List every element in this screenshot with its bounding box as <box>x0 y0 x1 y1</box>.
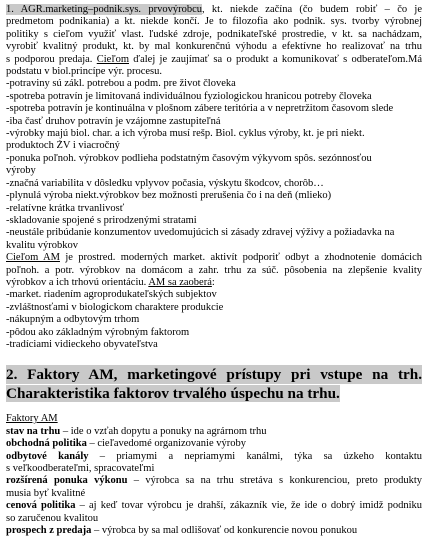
definition: – výrobca sa na trhu stretáva s konkurenciou, preto produkty <box>127 475 422 487</box>
definition: – ide o vzťah dopytu a ponuky na agrárnom trhu <box>60 425 267 437</box>
definition: – aj keď tovar výrobcu je drahší, zákazník vie, že ide o dobrý imidž podniku <box>75 500 422 512</box>
text-span: ďalej je zaujímať sa o produkt a komunikovať s odberateľom.Má <box>129 53 422 65</box>
term: prospech z predaja <box>6 525 92 537</box>
text-span: : <box>211 276 215 288</box>
definition-line <box>6 451 422 463</box>
section-heading-line2 <box>6 384 422 403</box>
definition-continuation: s veľkoodberateľmi, spracovateľmi <box>6 463 155 474</box>
list-item: -zvláštnosťami v biologickom charaktere produkcie <box>6 301 224 313</box>
subsection-title <box>6 413 422 425</box>
definition-line <box>6 500 422 512</box>
list-item: -nákupným a odbytovým trhom <box>6 314 140 326</box>
list-item: -skladovanie spojené s prirodzenými stratami <box>6 214 197 226</box>
section-heading: 2. Faktory AM, marketingové prístupy pri vstupe na trh. <box>6 366 422 384</box>
term: cenová politika <box>6 500 76 512</box>
list-item: -výrobky majú biol. char. a ich výroba musí rešp. Biol. cyklus výroby, kt. je pri niekt. <box>6 128 365 140</box>
list-item: -spotreba potravín je kontinuálna v plošnom zábere teritória a v nepretržitom časovom slede <box>6 103 394 115</box>
text-line: vyrobiť kvalitný produkt, kt. by mal konkurenčnú výhodu a efektívne ho realizovať na trhu <box>6 41 422 53</box>
subsection-title-text: Faktory AM <box>6 413 58 425</box>
list-item: -spotreba potravín je limitovaná individuálnou fyziologickou hranicou potreby človeka <box>6 90 372 102</box>
text-line: politiky s cieľom využiť vlast. ľudské zdroje, podnikateľské prostredie, v kt. sa nachádzam, <box>6 28 422 40</box>
term: odbytové kanály <box>6 450 89 462</box>
list-item: -potraviny sú zákl. potrebou a podm. pre život človeka <box>6 78 236 90</box>
list-item: -tradíciami vidieckeho obyvateľstva <box>6 338 158 350</box>
text-line <box>6 54 422 66</box>
definition: – cieľavedomé organizovanie výroby <box>86 438 247 450</box>
text-line: podstatu v biol.princípe výr. procesu. <box>6 66 163 78</box>
list-item: -značná variabilita v dôsledku vplyvov počasia, výskytu škodcov, chorôb… <box>6 177 324 189</box>
text-span: výrobkov a ich trhovú orientáciu. <box>6 276 149 288</box>
text-line: poľnoh. a potr. výrobkov na domácom a zahr. trhu za súč. pôsobenia na zlepšenie kvality <box>6 264 422 276</box>
text-line <box>6 4 422 16</box>
underlined-term: AM sa zaoberá <box>148 276 212 288</box>
term: obchodná politika <box>6 438 87 450</box>
text-span: , kt. niekde začína (čo budem robiť – čo je <box>202 4 422 15</box>
list-item: -pôdou ako základným výrobným faktorom <box>6 326 190 338</box>
definition-line <box>6 438 422 450</box>
list-item: -relatívne krátka trvanlivosť <box>6 202 125 214</box>
definition-line <box>6 426 422 438</box>
heading-text: Charakteristika faktorov trvalého úspechu na trhu. <box>6 385 340 403</box>
underlined-term: Cieľom <box>96 53 129 65</box>
definition-continuation: musia byť kvalitné <box>6 487 86 499</box>
text-line <box>6 277 422 289</box>
definition: – priamymi a nepriamymi kanálmi, týka sa úzkeho kontaktu <box>88 450 422 462</box>
list-item-continuation: výroby <box>6 165 36 177</box>
definition: – výrobca by sa mal odlišovať od konkurencie novou ponukou <box>91 525 358 537</box>
text-line: predmetom podnikania) a kt. niekde končí. Je to filozofia ako podnik. sys. tvorby výrobnej <box>6 16 422 28</box>
text-span: s podporou predaja. <box>6 53 97 65</box>
list-item: -iba časť druhov potravín je vzájomne zastupiteľná <box>6 115 221 127</box>
list-item: -market. riadením agroprodukateľských subjektov <box>6 289 217 301</box>
underlined-term: Cieľom AM <box>6 252 60 264</box>
definition-continuation: so zaručenou kvalitou <box>6 512 99 524</box>
text-line <box>6 252 422 264</box>
list-item: -neustále pribúdanie konzumentov uvedomujúcich si zásady zdravej výživy a požiadavka na <box>6 227 395 239</box>
definition-line <box>6 525 422 537</box>
highlighted-term: 1. AGR.marketing–podnik.sys. prvovýrobcu <box>6 4 202 15</box>
term: rozšírená ponuka výkonu <box>6 475 128 487</box>
list-item-continuation: kvalitu výrobkov <box>6 239 79 251</box>
list-item: -ponuka poľnoh. výrobkov podlieha podstatným časovým výkyvom spôs. sezónnosťou <box>6 152 372 164</box>
definition-line <box>6 475 422 487</box>
term: stav na trhu <box>6 425 61 437</box>
list-item-continuation: produktoch ŽV i viacročný <box>6 140 120 152</box>
text-span: je prostred. moderných market. aktivít podporiť odbyt a zhodnotenie domácich <box>59 252 422 264</box>
list-item: -plynulá výroba niekt.výrobkov bez možnosti prerušenia čo i na deň (mlieko) <box>6 190 332 202</box>
